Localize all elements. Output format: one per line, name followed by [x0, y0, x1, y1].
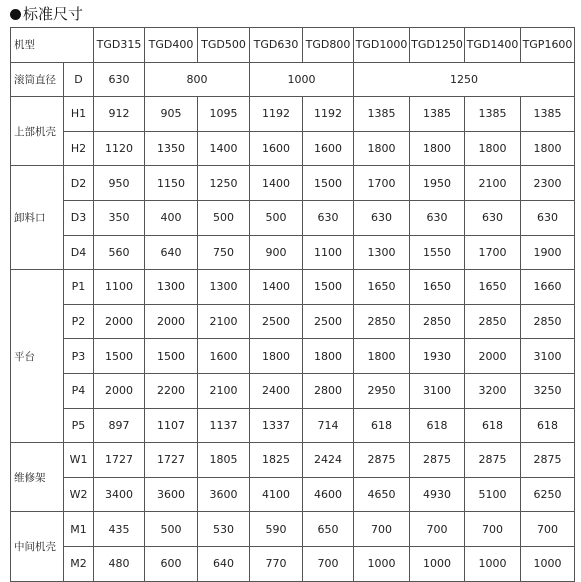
dimension-code: P4 [64, 373, 94, 408]
value-cell: 560 [94, 235, 145, 270]
title-text: 标准尺寸 [23, 5, 84, 23]
value-cell: 1825 [250, 443, 303, 478]
value-cell: 3600 [198, 477, 250, 512]
value-cell: 1700 [465, 235, 521, 270]
value-cell: 4600 [303, 477, 354, 512]
page-title [10, 3, 83, 25]
table-row [11, 166, 575, 201]
model-header: TGD315 [94, 28, 145, 63]
value-cell: 4650 [354, 477, 410, 512]
drum-code: D [64, 62, 94, 97]
value-cell: 950 [94, 166, 145, 201]
value-cell: 1800 [521, 131, 575, 166]
value-cell: 640 [145, 235, 198, 270]
value-cell: 1800 [354, 131, 410, 166]
model-header: TGD500 [198, 28, 250, 63]
value-cell: 530 [198, 512, 250, 547]
value-cell: 400 [145, 200, 198, 235]
table-row [11, 546, 575, 581]
model-header: TGD400 [145, 28, 198, 63]
drum-row [11, 62, 575, 97]
value-cell: 3100 [410, 373, 465, 408]
value-cell: 1137 [198, 408, 250, 443]
value-cell: 1000 [354, 546, 410, 581]
drum-label: 滚筒直径 [11, 62, 64, 97]
header-row [11, 28, 575, 63]
value-cell: 618 [410, 408, 465, 443]
value-cell: 2100 [198, 373, 250, 408]
drum-value: 630 [94, 62, 145, 97]
value-cell: 1192 [303, 97, 354, 132]
value-cell: 1120 [94, 131, 145, 166]
value-cell: 590 [250, 512, 303, 547]
value-cell: 2300 [521, 166, 575, 201]
dimension-code: D4 [64, 235, 94, 270]
value-cell: 435 [94, 512, 145, 547]
value-cell: 2200 [145, 373, 198, 408]
drum-value: 1000 [250, 62, 354, 97]
value-cell: 1727 [94, 443, 145, 478]
value-cell: 3600 [145, 477, 198, 512]
value-cell: 618 [354, 408, 410, 443]
value-cell: 1400 [250, 166, 303, 201]
dimension-code: P1 [64, 270, 94, 305]
value-cell: 2100 [465, 166, 521, 201]
dimension-code: M2 [64, 546, 94, 581]
value-cell: 700 [303, 546, 354, 581]
dimension-code: H1 [64, 97, 94, 132]
value-cell: 2875 [354, 443, 410, 478]
dimension-code: P5 [64, 408, 94, 443]
dimension-code: W2 [64, 477, 94, 512]
value-cell: 1385 [354, 97, 410, 132]
value-cell: 714 [303, 408, 354, 443]
value-cell: 1650 [410, 270, 465, 305]
value-cell: 1727 [145, 443, 198, 478]
value-cell: 630 [303, 200, 354, 235]
value-cell: 6250 [521, 477, 575, 512]
value-cell: 500 [250, 200, 303, 235]
table-row [11, 408, 575, 443]
table-row [11, 304, 575, 339]
table-row [11, 200, 575, 235]
value-cell: 912 [94, 97, 145, 132]
model-header: TGD1400 [465, 28, 521, 63]
value-cell: 2875 [465, 443, 521, 478]
header-label: 机型 [11, 28, 94, 63]
group-label: 上部机壳 [11, 97, 64, 166]
value-cell: 2850 [354, 304, 410, 339]
table-row [11, 97, 575, 132]
value-cell: 618 [521, 408, 575, 443]
value-cell: 1950 [410, 166, 465, 201]
value-cell: 1800 [354, 339, 410, 374]
value-cell: 500 [145, 512, 198, 547]
value-cell: 2000 [465, 339, 521, 374]
table-row [11, 512, 575, 547]
table-row [11, 443, 575, 478]
dimension-code: D2 [64, 166, 94, 201]
value-cell: 2950 [354, 373, 410, 408]
value-cell: 1600 [198, 339, 250, 374]
value-cell: 1600 [303, 131, 354, 166]
value-cell: 1385 [465, 97, 521, 132]
value-cell: 618 [465, 408, 521, 443]
value-cell: 2850 [521, 304, 575, 339]
value-cell: 1150 [145, 166, 198, 201]
value-cell: 2424 [303, 443, 354, 478]
value-cell: 1300 [198, 270, 250, 305]
value-cell: 1000 [521, 546, 575, 581]
group-label: 中间机壳 [11, 512, 64, 581]
value-cell: 2000 [94, 304, 145, 339]
table-row [11, 477, 575, 512]
model-header: TGD1000 [354, 28, 410, 63]
value-cell: 2850 [465, 304, 521, 339]
value-cell: 897 [94, 408, 145, 443]
model-header: TGD800 [303, 28, 354, 63]
model-header: TGD630 [250, 28, 303, 63]
value-cell: 1300 [145, 270, 198, 305]
drum-value: 1250 [354, 62, 575, 97]
value-cell: 1500 [145, 339, 198, 374]
value-cell: 2000 [145, 304, 198, 339]
value-cell: 1600 [250, 131, 303, 166]
value-cell: 2500 [303, 304, 354, 339]
value-cell: 1385 [521, 97, 575, 132]
value-cell: 1100 [303, 235, 354, 270]
value-cell: 1700 [354, 166, 410, 201]
dimension-code: M1 [64, 512, 94, 547]
value-cell: 3250 [521, 373, 575, 408]
value-cell: 1000 [465, 546, 521, 581]
value-cell: 1095 [198, 97, 250, 132]
value-cell: 4930 [410, 477, 465, 512]
value-cell: 1100 [94, 270, 145, 305]
value-cell: 1900 [521, 235, 575, 270]
value-cell: 500 [198, 200, 250, 235]
value-cell: 1350 [145, 131, 198, 166]
value-cell: 650 [303, 512, 354, 547]
value-cell: 1500 [303, 166, 354, 201]
value-cell: 630 [521, 200, 575, 235]
value-cell: 1650 [354, 270, 410, 305]
value-cell: 1107 [145, 408, 198, 443]
value-cell: 630 [354, 200, 410, 235]
value-cell: 3100 [521, 339, 575, 374]
table-row [11, 339, 575, 374]
dimension-code: P2 [64, 304, 94, 339]
value-cell: 700 [465, 512, 521, 547]
value-cell: 480 [94, 546, 145, 581]
value-cell: 630 [465, 200, 521, 235]
value-cell: 5100 [465, 477, 521, 512]
value-cell: 1337 [250, 408, 303, 443]
value-cell: 770 [250, 546, 303, 581]
value-cell: 2875 [410, 443, 465, 478]
value-cell: 750 [198, 235, 250, 270]
value-cell: 350 [94, 200, 145, 235]
value-cell: 2400 [250, 373, 303, 408]
dimension-code: W1 [64, 443, 94, 478]
value-cell: 630 [410, 200, 465, 235]
value-cell: 700 [410, 512, 465, 547]
value-cell: 1550 [410, 235, 465, 270]
group-label: 平台 [11, 270, 64, 443]
table-row [11, 270, 575, 305]
group-label: 卸料口 [11, 166, 64, 270]
value-cell: 2500 [250, 304, 303, 339]
value-cell: 1660 [521, 270, 575, 305]
drum-value: 800 [145, 62, 250, 97]
value-cell: 2000 [94, 373, 145, 408]
value-cell: 1800 [465, 131, 521, 166]
value-cell: 1500 [303, 270, 354, 305]
value-cell: 1800 [250, 339, 303, 374]
value-cell: 600 [145, 546, 198, 581]
value-cell: 900 [250, 235, 303, 270]
table-row [11, 373, 575, 408]
model-header: TGP1600 [521, 28, 575, 63]
group-label: 维修架 [11, 443, 64, 512]
table-row [11, 235, 575, 270]
value-cell: 1805 [198, 443, 250, 478]
value-cell: 2100 [198, 304, 250, 339]
value-cell: 1400 [250, 270, 303, 305]
dimension-code: D3 [64, 200, 94, 235]
bullet-icon [10, 9, 21, 20]
spec-table [10, 27, 575, 582]
value-cell: 2875 [521, 443, 575, 478]
model-header: TGD1250 [410, 28, 465, 63]
value-cell: 4100 [250, 477, 303, 512]
value-cell: 1400 [198, 131, 250, 166]
value-cell: 1500 [94, 339, 145, 374]
value-cell: 700 [354, 512, 410, 547]
value-cell: 1800 [410, 131, 465, 166]
dimension-code: P3 [64, 339, 94, 374]
value-cell: 905 [145, 97, 198, 132]
value-cell: 1000 [410, 546, 465, 581]
value-cell: 1650 [465, 270, 521, 305]
value-cell: 3200 [465, 373, 521, 408]
value-cell: 1385 [410, 97, 465, 132]
value-cell: 2850 [410, 304, 465, 339]
value-cell: 1250 [198, 166, 250, 201]
value-cell: 1300 [354, 235, 410, 270]
table-row [11, 131, 575, 166]
value-cell: 1800 [303, 339, 354, 374]
dimension-code: H2 [64, 131, 94, 166]
value-cell: 640 [198, 546, 250, 581]
value-cell: 3400 [94, 477, 145, 512]
value-cell: 700 [521, 512, 575, 547]
value-cell: 2800 [303, 373, 354, 408]
value-cell: 1930 [410, 339, 465, 374]
value-cell: 1192 [250, 97, 303, 132]
